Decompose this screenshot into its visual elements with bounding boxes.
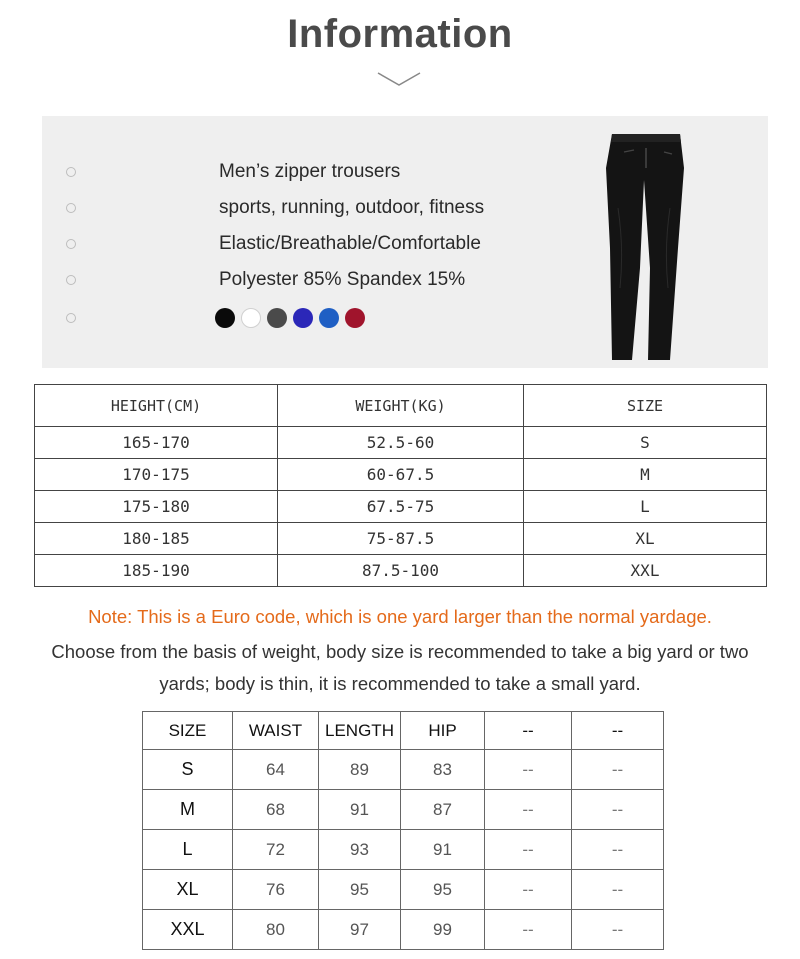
table-cell: XXL [143,910,233,950]
table-cell: 72 [233,830,319,870]
table-cell: 97 [319,910,401,950]
table-header: -- [485,712,572,750]
info-value: Men’s zipper trousers [219,161,401,182]
table-header: LENGTH [319,712,401,750]
table-cell: 91 [401,830,485,870]
measurement-table [142,711,664,950]
table-cell: 165-170 [35,427,278,459]
table-header: HEIGHT(CM) [35,385,278,427]
table-header-row [143,712,664,750]
table-cell: -- [572,910,664,950]
chevron-down-icon [376,70,422,88]
table-cell: XXL [524,555,767,587]
table-header: WAIST [233,712,319,750]
euro-code-note: Note: This is a Euro code, which is one yard larger than the normal yardage. [88,606,712,627]
table-cell: 170-175 [35,459,278,491]
colour-swatch[interactable] [293,308,313,328]
table-cell: 180-185 [35,523,278,555]
table-cell: 83 [401,750,485,790]
table-cell: L [524,491,767,523]
bullet-icon [66,313,76,323]
info-value: Elastic/Breathable/Comfortable [219,233,481,254]
table-row [35,427,767,459]
table-header: WEIGHT(KG) [278,385,524,427]
table-cell: -- [485,750,572,790]
colour-swatch[interactable] [215,308,235,328]
bullet-icon [66,167,76,177]
colour-swatch[interactable] [267,308,287,328]
table-cell: 95 [401,870,485,910]
table-cell: -- [572,790,664,830]
table-cell: M [143,790,233,830]
table-cell: M [524,459,767,491]
bullet-icon [66,203,76,213]
table-header: HIP [401,712,485,750]
table-cell: L [143,830,233,870]
table-row [143,790,664,830]
table-cell: -- [485,910,572,950]
table-row [143,910,664,950]
table-cell: 87 [401,790,485,830]
table-header: -- [572,712,664,750]
table-cell: -- [485,790,572,830]
table-cell: 99 [401,910,485,950]
size-advice: Choose from the basis of weight, body size is recommended to take a big yard or two yards; body is thin, it is recommended to take a small yard. [51,641,749,694]
table-row [35,523,767,555]
product-image-trousers [560,128,730,364]
colour-swatch[interactable] [345,308,365,328]
table-cell: 91 [319,790,401,830]
table-cell: 64 [233,750,319,790]
table-row [35,491,767,523]
table-row [35,555,767,587]
table-cell: 80 [233,910,319,950]
info-value: sports, running, outdoor, fitness [219,197,485,218]
table-row [143,750,664,790]
table-cell: 75-87.5 [278,523,524,555]
table-cell: 185-190 [35,555,278,587]
table-cell: S [143,750,233,790]
table-cell: XL [143,870,233,910]
table-cell: -- [572,830,664,870]
size-table [34,384,767,587]
table-cell: 60-67.5 [278,459,524,491]
colour-swatch[interactable] [241,308,261,328]
table-header: SIZE [524,385,767,427]
table-cell: 87.5-100 [278,555,524,587]
table-cell: 175-180 [35,491,278,523]
table-row [35,459,767,491]
table-cell: -- [572,870,664,910]
page-title: Information [287,12,513,56]
table-row [143,830,664,870]
table-cell: XL [524,523,767,555]
bullet-icon [66,275,76,285]
table-cell: -- [485,870,572,910]
table-cell: 95 [319,870,401,910]
table-row [143,870,664,910]
table-cell: 68 [233,790,319,830]
table-header: SIZE [143,712,233,750]
table-cell: -- [572,750,664,790]
table-header-row [35,385,767,427]
colour-swatches [215,308,365,328]
colour-swatch[interactable] [319,308,339,328]
table-cell: 76 [233,870,319,910]
table-cell: -- [485,830,572,870]
table-cell: 52.5-60 [278,427,524,459]
table-cell: 89 [319,750,401,790]
table-cell: S [524,427,767,459]
table-cell: 93 [319,830,401,870]
info-value: Polyester 85% Spandex 15% [219,269,466,290]
bullet-icon [66,239,76,249]
table-cell: 67.5-75 [278,491,524,523]
